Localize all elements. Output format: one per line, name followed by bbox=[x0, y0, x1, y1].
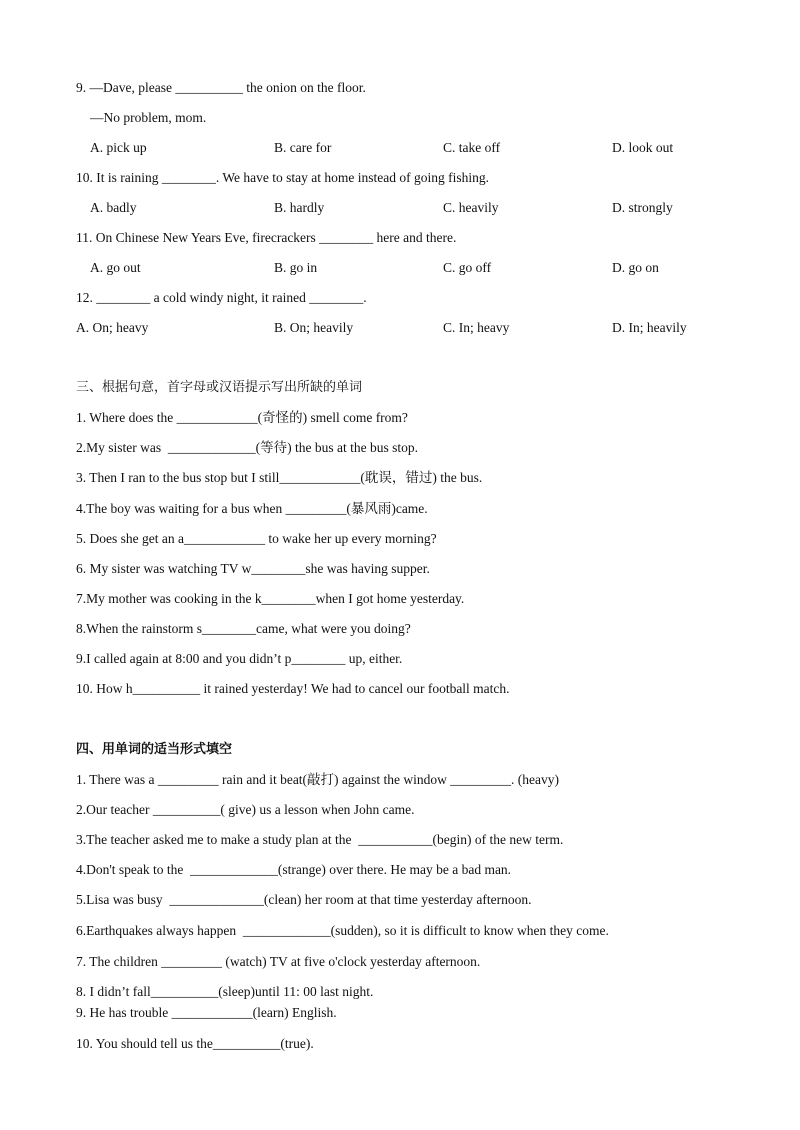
section-3-item-6: 6. My sister was watching TV w________she was having supper. bbox=[76, 561, 430, 576]
section-4-item-6: 6.Earthquakes always happen _____________(sudden), so it is difficult to know when they come. bbox=[76, 923, 609, 938]
question-11-option-d: D. go on bbox=[612, 260, 659, 275]
section-3-item-9: 9.I called again at 8:00 and you didn’t p________ up, either. bbox=[76, 651, 403, 666]
section-4-item-10: 10. You should tell us the__________(true). bbox=[76, 1036, 314, 1051]
section-3-item-2: 2.My sister was _____________(等待) the bus at the bus stop. bbox=[76, 440, 418, 455]
question-11-option-b: B. go in bbox=[274, 260, 318, 275]
section-3-item-3: 3. Then I ran to the bus stop but I still____________(耽误，错过) the bus. bbox=[76, 470, 483, 485]
section-4-item-3: 3.The teacher asked me to make a study plan at the ___________(begin) of the new term. bbox=[76, 832, 564, 847]
question-9-stem: 9. —Dave, please __________ the onion on the floor. bbox=[76, 80, 366, 95]
question-11-option-a: A. go out bbox=[90, 260, 141, 275]
question-12-option-a: A. On; heavy bbox=[76, 320, 149, 335]
section-4-item-1: 1. There was a _________ rain and it beat(敲打) against the window _________. (heavy) bbox=[76, 772, 560, 787]
section-4-item-8: 8. I didn’t fall__________(sleep)until 11: 00 last night. bbox=[76, 984, 374, 999]
question-12-option-b: B. On; heavily bbox=[274, 320, 354, 335]
question-12-option-d: D. In; heavily bbox=[612, 320, 687, 335]
question-10-option-a: A. badly bbox=[90, 200, 137, 215]
section-4-item-2: 2.Our teacher __________( give) us a lesson when John came. bbox=[76, 802, 415, 817]
question-11-stem: 11. On Chinese New Years Eve, firecrackers ________ here and there. bbox=[76, 230, 457, 245]
section-4-item-7: 7. The children _________ (watch) TV at five o'clock yesterday afternoon. bbox=[76, 954, 481, 969]
question-9-reply: —No problem, mom. bbox=[90, 110, 207, 125]
question-10-option-d: D. strongly bbox=[612, 200, 673, 215]
question-9-option-a: A. pick up bbox=[90, 140, 147, 155]
section-4-heading: 四、用单词的适当形式填空 bbox=[76, 742, 233, 757]
section-3-item-7: 7.My mother was cooking in the k________when I got home yesterday. bbox=[76, 591, 465, 606]
question-10-stem: 10. It is raining ________. We have to stay at home instead of going fishing. bbox=[76, 170, 489, 185]
section-3-item-8: 8.When the rainstorm s________came, what were you doing? bbox=[76, 621, 411, 636]
section-4-item-9: 9. He has trouble ____________(learn) English. bbox=[76, 1005, 337, 1020]
question-9-option-b: B. care for bbox=[274, 140, 332, 155]
section-3-item-5: 5. Does she get an a____________ to wake her up every morning? bbox=[76, 531, 437, 546]
section-3-item-4: 4.The boy was waiting for a bus when _________(暴风雨)came. bbox=[76, 501, 428, 516]
question-9-option-d: D. look out bbox=[612, 140, 674, 155]
section-3-heading: 三、根据句意，首字母或汉语提示写出所缺的单词 bbox=[76, 380, 363, 395]
section-3-item-1: 1. Where does the ____________(奇怪的) smell come from? bbox=[76, 410, 408, 425]
section-3-item-10: 10. How h__________ it rained yesterday! We had to cancel our football match. bbox=[76, 681, 510, 696]
section-4-item-4: 4.Don't speak to the _____________(strange) over there. He may be a bad man. bbox=[76, 862, 512, 877]
question-11-option-c: C. go off bbox=[443, 260, 492, 275]
question-12-stem: 12. ________ a cold windy night, it rained ________. bbox=[76, 290, 367, 305]
question-12-option-c: C. In; heavy bbox=[443, 320, 510, 335]
question-10-option-b: B. hardly bbox=[274, 200, 325, 215]
section-4-item-5: 5.Lisa was busy ______________(clean) her room at that time yesterday afternoon. bbox=[76, 892, 532, 907]
question-10-option-c: C. heavily bbox=[443, 200, 499, 215]
question-9-option-c: C. take off bbox=[443, 140, 501, 155]
